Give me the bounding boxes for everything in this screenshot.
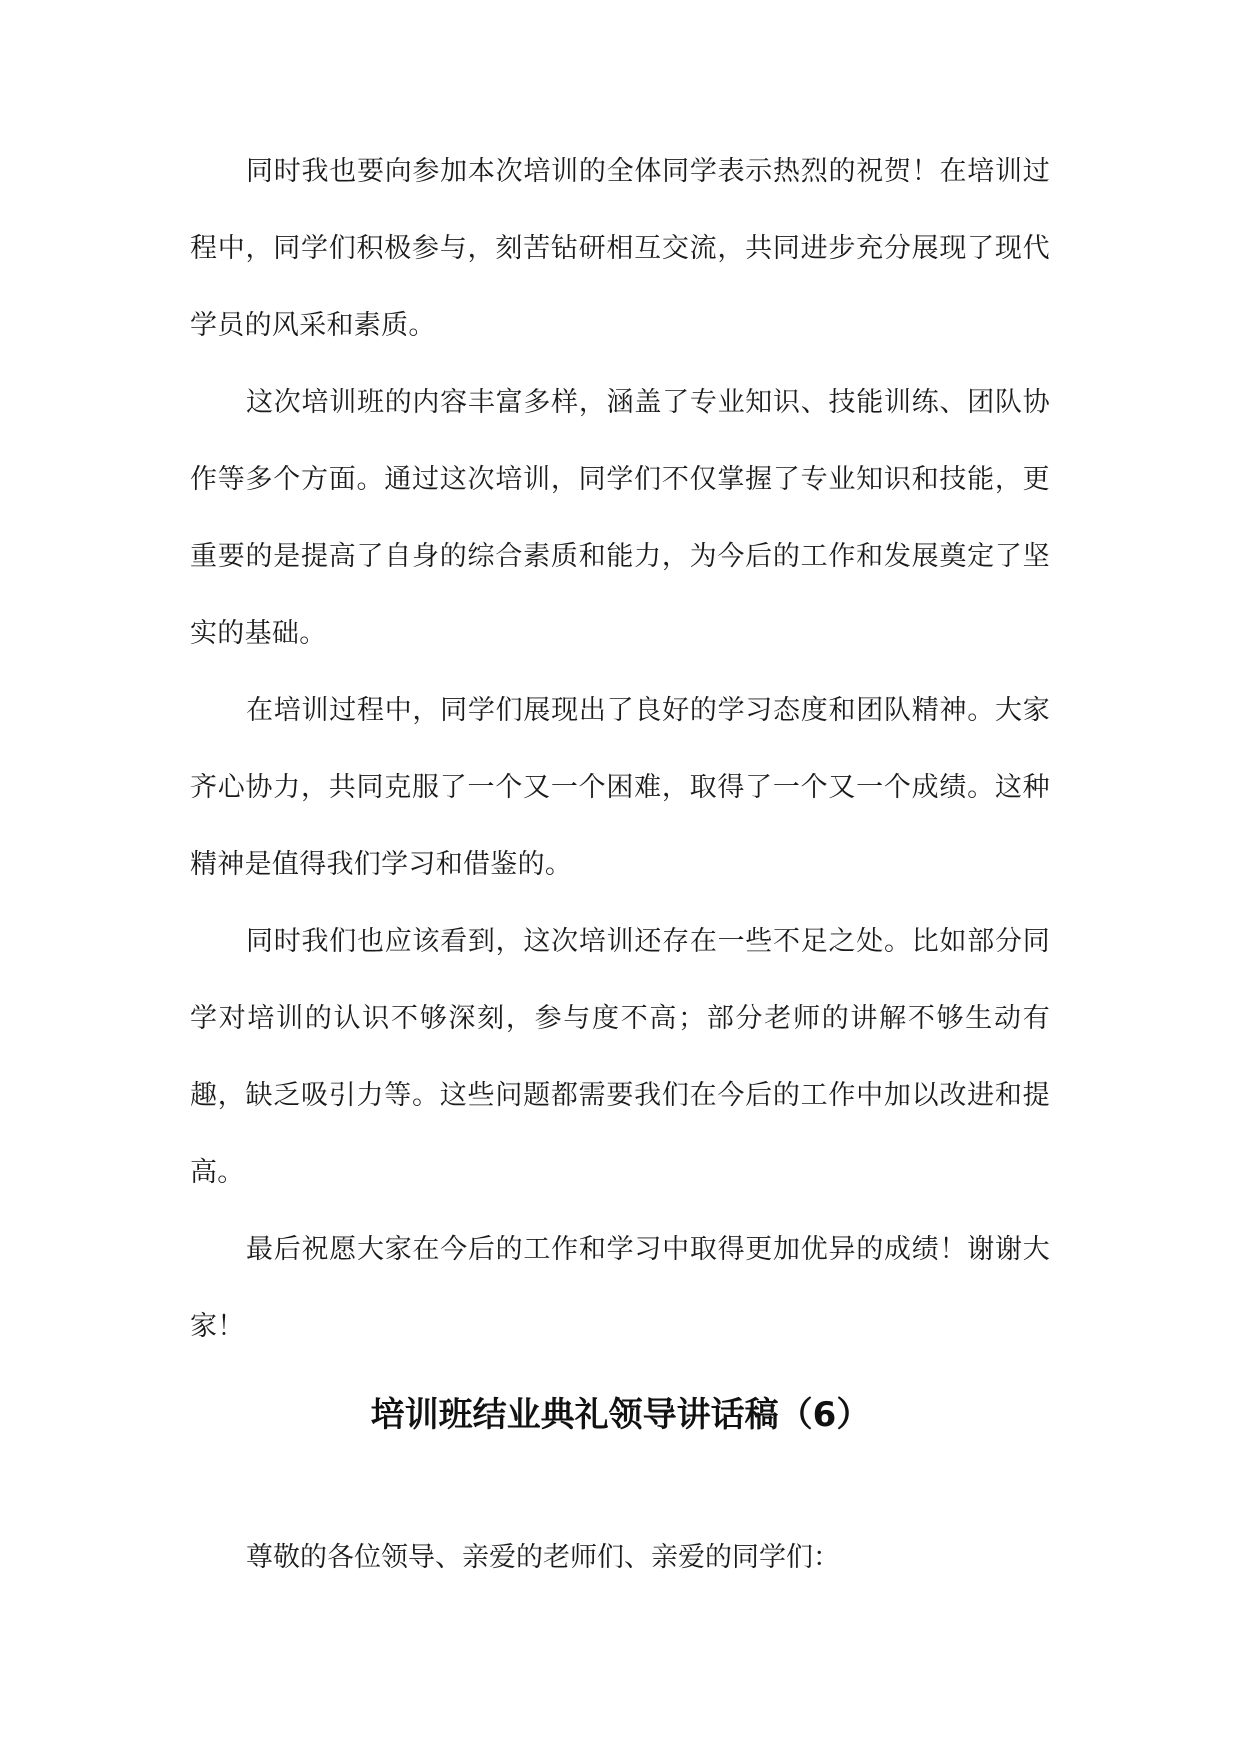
body-paragraph-3: 在培训过程中，同学们展现出了良好的学习态度和团队精神。大家齐心协力，共同克服了一个又一个困难，取得了一个又一个成绩。这种精神是值得我们学习和借鉴的。	[190, 695, 1050, 880]
body-paragraph-5: 最后祝愿大家在今后的工作和学习中取得更加优异的成绩！谢谢大家！	[190, 1234, 1050, 1342]
body-paragraph-4: 同时我们也应该看到，这次培训还存在一些不足之处。比如部分同学对培训的认识不够深刻，参与度不高；部分老师的讲解不够生动有趣，缺乏吸引力等。这些问题都需要我们在今后的工作中加以改进和提高。	[190, 926, 1050, 1188]
section-title: 培训班结业典礼领导讲话稿（6）	[370, 1395, 871, 1435]
body-paragraph-2: 这次培训班的内容丰富多样，涵盖了专业知识、技能训练、团队协作等多个方面。通过这次培训，同学们不仅掌握了专业知识和技能，更重要的是提高了自身的综合素质和能力，为今后的工作和发展奠定了坚实的基础。	[190, 387, 1050, 649]
body-paragraph-1: 同时我也要向参加本次培训的全体同学表示热烈的祝贺！在培训过程中，同学们积极参与，刻苦钻研相互交流，共同进步充分展现了现代学员的风采和素质。	[190, 156, 1050, 341]
salutation: 尊敬的各位领导、亲爱的老师们、亲爱的同学们：	[246, 1542, 840, 1573]
